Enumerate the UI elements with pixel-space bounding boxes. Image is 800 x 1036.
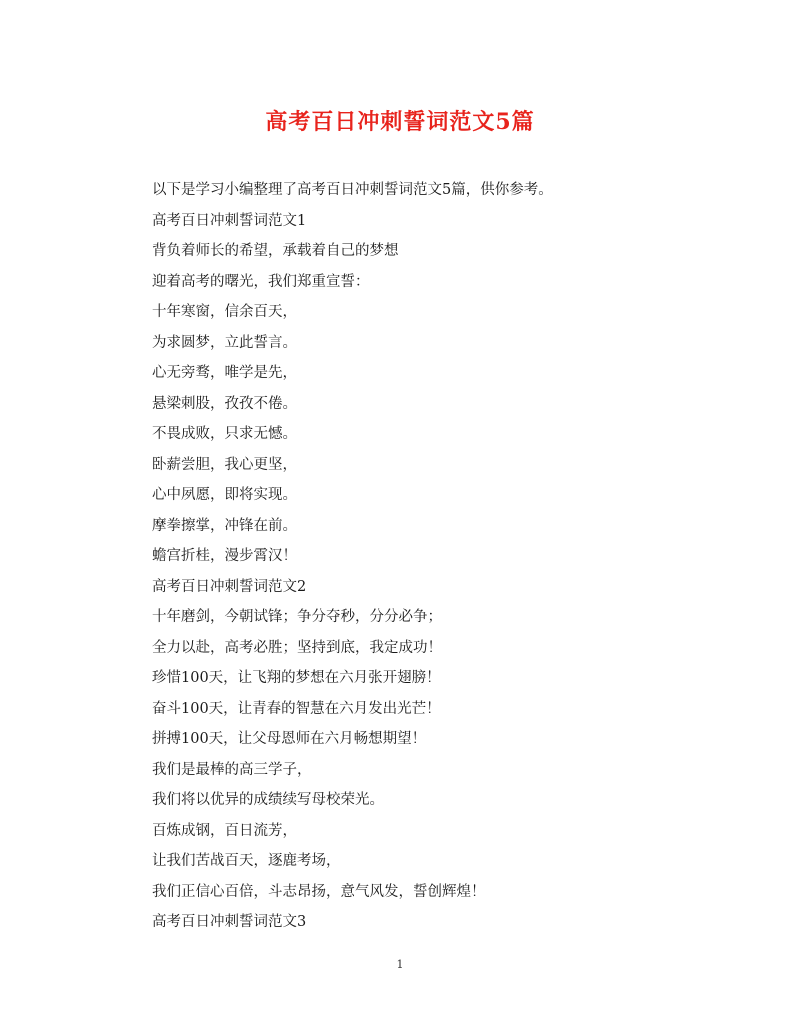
body-line: 拼搏100天，让父母恩师在六月畅想期望！ <box>152 731 427 747</box>
page-number: 1 <box>396 958 404 971</box>
document-body <box>152 175 672 938</box>
body-line: 我们是最棒的高三学子， <box>152 761 312 778</box>
body-line: 百炼成钢，百日流芳， <box>152 822 297 839</box>
section-heading: 高考百日冲刺誓词范文2 <box>152 578 307 595</box>
body-line: 奋斗100天，让青春的智慧在六月发出光芒！ <box>152 700 441 717</box>
body-line: 不畏成败，只求无憾。 <box>152 426 297 442</box>
body-line: 十年寒窗，信余百天， <box>152 304 297 320</box>
body-line: 蟾宫折桂，漫步霄汉！ <box>152 548 297 564</box>
body-line: 让我们苦战百天，逐鹿考场， <box>152 853 341 869</box>
body-line: 心无旁骛，唯学是先， <box>152 365 297 381</box>
document-title: 高考百日冲刺誓词范文5篇 <box>265 109 535 135</box>
body-line: 迎着高考的曙光，我们郑重宣誓： <box>152 273 370 290</box>
body-line: 十年磨剑，今朝试锋；争分夺秒，分分必争； <box>152 609 442 625</box>
body-line: 为求圆梦，立此誓言。 <box>152 334 297 351</box>
body-line: 摩拳擦掌，冲锋在前。 <box>152 517 297 534</box>
section-heading: 高考百日冲刺誓词范文3 <box>152 914 307 930</box>
body-line: 珍惜100天，让飞翔的梦想在六月张开翅膀！ <box>152 670 441 686</box>
section-heading: 高考百日冲刺誓词范文1 <box>152 212 307 229</box>
body-line: 心中夙愿，即将实现。 <box>152 487 297 503</box>
body-line: 卧薪尝胆，我心更坚， <box>152 456 297 473</box>
body-line: 以下是学习小编整理了高考百日冲刺誓词范文5篇，供你参考。 <box>152 182 553 198</box>
body-line: 背负着师长的希望，承载着自己的梦想 <box>152 243 399 259</box>
body-line: 我们将以优异的成绩续写母校荣光。 <box>152 792 384 808</box>
body-line: 我们正信心百倍，斗志昂扬，意气风发，誓创辉煌！ <box>152 883 486 900</box>
body-line: 悬梁刺股，孜孜不倦。 <box>152 395 297 412</box>
body-line: 全力以赴，高考必胜；坚持到底，我定成功！ <box>152 639 442 656</box>
